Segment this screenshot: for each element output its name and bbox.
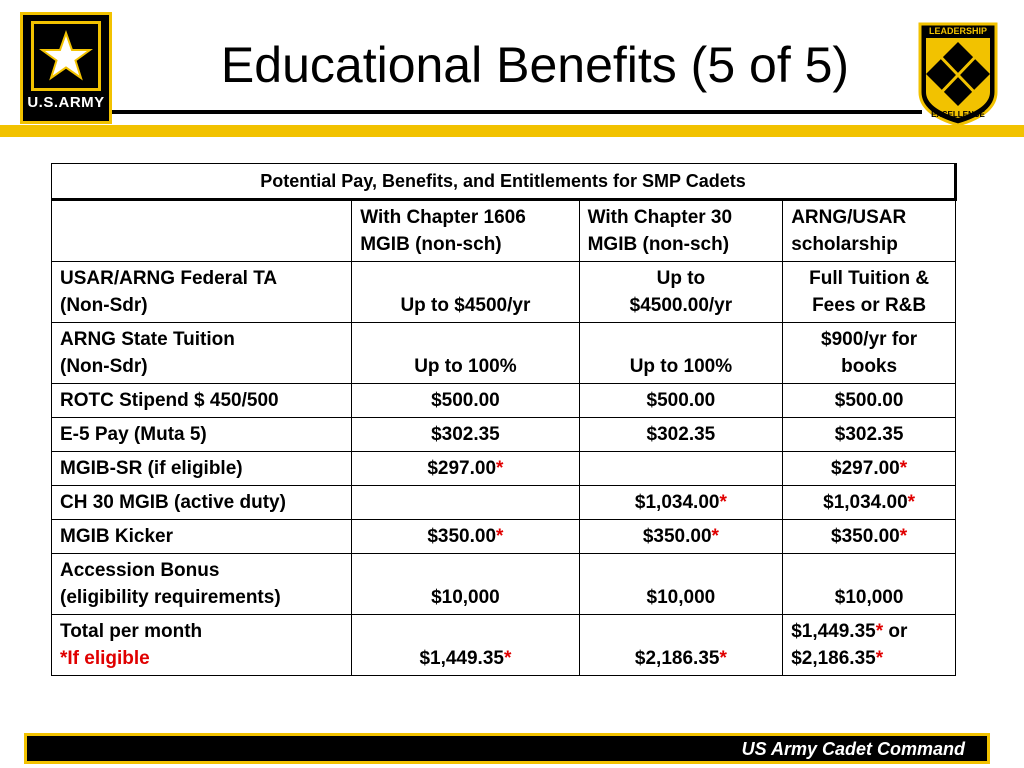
column-header-scholarship: ARNG/USAR scholarship bbox=[783, 200, 956, 262]
footer-bar bbox=[24, 733, 990, 764]
asterisk-mark: * bbox=[496, 458, 504, 479]
table-header-row bbox=[52, 200, 956, 262]
table-row bbox=[52, 452, 956, 486]
table-caption: Potential Pay, Benefits, and Entitlements for SMP Cadets bbox=[52, 164, 956, 200]
row-label-ch30: CH 30 MGIB (active duty) bbox=[52, 486, 352, 520]
us-army-logo bbox=[20, 12, 112, 124]
cell-value: $1,034.00* bbox=[579, 486, 783, 520]
footer-text: US Army Cadet Command bbox=[741, 739, 965, 759]
if-eligible-note: *If eligible bbox=[60, 648, 150, 669]
army-star-icon bbox=[31, 21, 101, 91]
asterisk-mark: * bbox=[899, 526, 908, 547]
cell-value: $1,449.35* bbox=[352, 615, 579, 676]
row-label-accession-bonus: Accession Bonus (eligibility requirements) bbox=[52, 554, 352, 615]
row-label-e5-pay: E-5 Pay (Muta 5) bbox=[52, 418, 352, 452]
cell-value: $302.35 bbox=[579, 418, 783, 452]
row-label-total: Total per month *If eligible bbox=[52, 615, 352, 676]
asterisk-mark: * bbox=[503, 648, 512, 669]
rotc-logo-bottom-text: EXCELLENCE bbox=[931, 110, 985, 119]
row-label-rotc-stipend: ROTC Stipend $ 450/500 bbox=[52, 384, 352, 418]
cell-value: Up to 100% bbox=[579, 323, 783, 384]
cell-value: Full Tuition & Fees or R&B bbox=[783, 262, 956, 323]
table-row bbox=[52, 554, 956, 615]
table-row bbox=[52, 520, 956, 554]
table-row bbox=[52, 486, 956, 520]
cell-value: $1,034.00* bbox=[783, 486, 956, 520]
asterisk-mark: * bbox=[719, 648, 727, 669]
cell-value: $10,000 bbox=[783, 554, 956, 615]
cell-value: $10,000 bbox=[579, 554, 783, 615]
cell-value: $297.00* bbox=[783, 452, 956, 486]
army-logo-text: U.S.ARMY bbox=[27, 94, 105, 111]
cell-value: $297.00* bbox=[352, 452, 579, 486]
cell-value: $302.35 bbox=[783, 418, 956, 452]
cell-value: $2,186.35* bbox=[579, 615, 783, 676]
cell-value: $350.00* bbox=[352, 520, 579, 554]
asterisk-mark: * bbox=[875, 648, 884, 669]
cell-value: Up to $4500/yr bbox=[352, 262, 579, 323]
asterisk-mark: * bbox=[719, 492, 727, 513]
empty-header-cell bbox=[52, 200, 352, 262]
cell-value bbox=[352, 486, 579, 520]
table-row bbox=[52, 615, 956, 676]
cell-value: Up to $4500.00/yr bbox=[579, 262, 783, 323]
row-label-mgib-sr: MGIB-SR (if eligible) bbox=[52, 452, 352, 486]
asterisk-mark: * bbox=[907, 492, 916, 513]
rotc-logo-top-text: LEADERSHIP bbox=[928, 26, 988, 36]
cell-value bbox=[579, 452, 783, 486]
column-header-ch1606: With Chapter 1606 MGIB (non-sch) bbox=[352, 200, 579, 262]
asterisk-mark: * bbox=[899, 458, 908, 479]
table-row bbox=[52, 384, 956, 418]
cell-value: $10,000 bbox=[352, 554, 579, 615]
rotc-leadership-excellence-logo bbox=[918, 22, 998, 127]
column-header-ch30: With Chapter 30 MGIB (non-sch) bbox=[579, 200, 783, 262]
cell-value: $350.00* bbox=[783, 520, 956, 554]
asterisk-mark: * bbox=[496, 526, 504, 547]
cell-value: $302.35 bbox=[352, 418, 579, 452]
cell-value: $500.00 bbox=[352, 384, 579, 418]
cell-value: $900/yr for books bbox=[783, 323, 956, 384]
row-label-federal-ta: USAR/ARNG Federal TA (Non-Sdr) bbox=[52, 262, 352, 323]
asterisk-mark: * bbox=[875, 621, 884, 642]
table-row bbox=[52, 323, 956, 384]
asterisk-mark: * bbox=[711, 526, 719, 547]
cell-value: $350.00* bbox=[579, 520, 783, 554]
title-divider bbox=[112, 110, 922, 114]
row-label-state-tuition: ARNG State Tuition (Non-Sdr) bbox=[52, 323, 352, 384]
table-row bbox=[52, 418, 956, 452]
cell-value: $500.00 bbox=[783, 384, 956, 418]
table-row bbox=[52, 262, 956, 323]
cell-value: $1,449.35* or $2,186.35* bbox=[783, 615, 956, 676]
cell-value: Up to 100% bbox=[352, 323, 579, 384]
cell-value: $500.00 bbox=[579, 384, 783, 418]
row-label-kicker: MGIB Kicker bbox=[52, 520, 352, 554]
gold-header-bar bbox=[0, 125, 1024, 137]
table-caption-row bbox=[52, 164, 956, 200]
benefits-table bbox=[51, 163, 957, 676]
page-title: Educational Benefits (5 of 5) bbox=[220, 37, 850, 93]
